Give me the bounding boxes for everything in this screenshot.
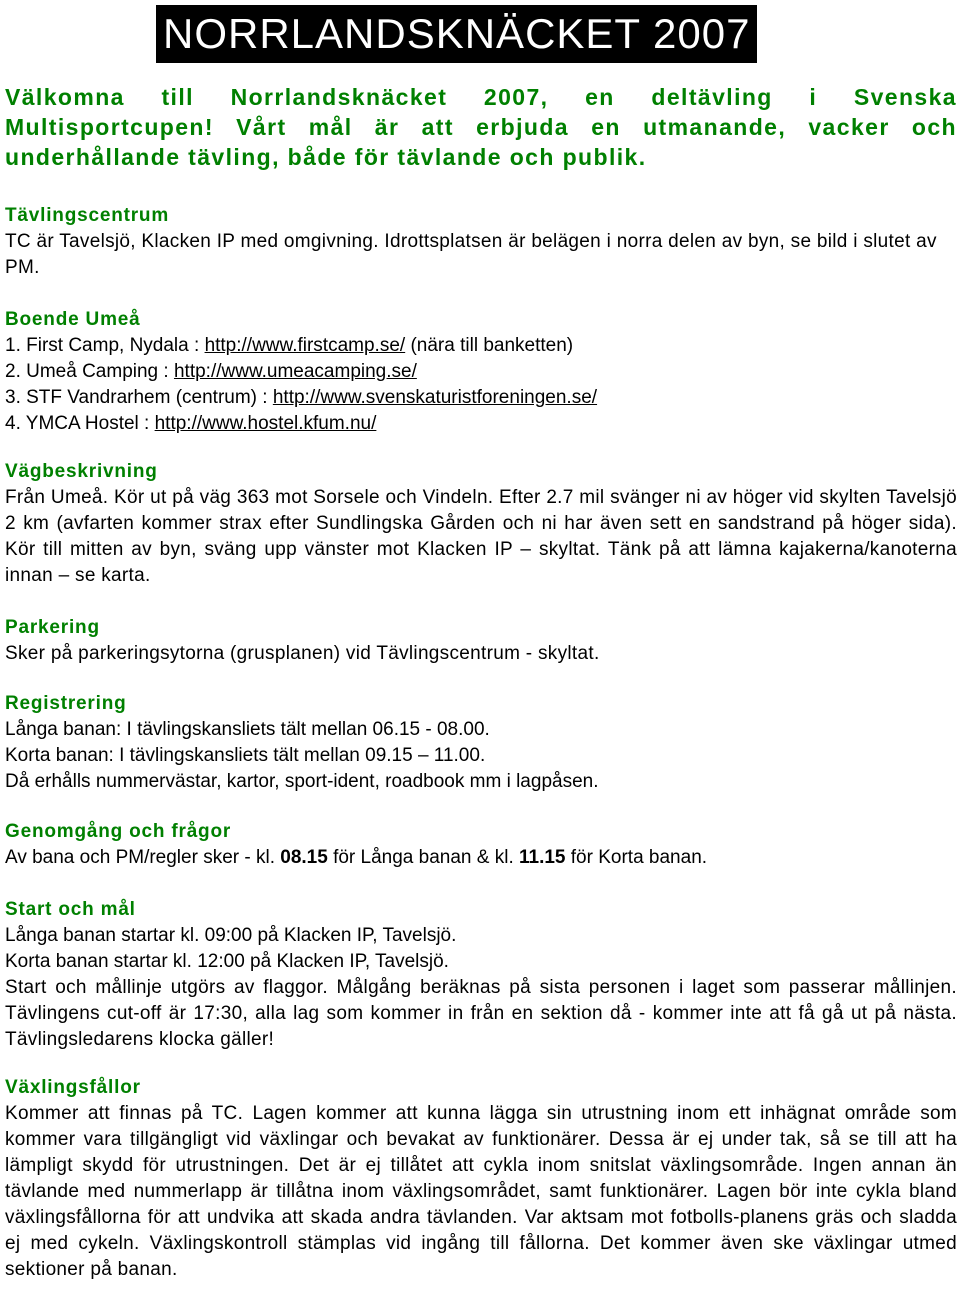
section-heading: Vägbeskrivning xyxy=(5,461,158,482)
intro-paragraph: Välkomna till Norrlandsknäcket 2007, en deltävling i Svenska Multisportcupen! Vårt mål är att erbjuda en utmanande, vacker och underhållande tävling, både för tävlande och publik. xyxy=(5,84,957,170)
list-item: 1. First Camp, Nydala : http://www.firstcamp.se/ (nära till banketten) xyxy=(5,335,574,356)
time-short-course: 11.15 xyxy=(519,847,566,868)
link-hostel-kfum[interactable]: http://www.hostel.kfum.nu/ xyxy=(154,413,377,434)
section-registrering xyxy=(5,691,957,795)
section-heading: Parkering xyxy=(5,617,100,638)
section-boende xyxy=(5,307,957,437)
list-item: 2. Umeå Camping : http://www.umeacamping.se/ xyxy=(5,361,417,382)
link-svenskaturistforeningen[interactable]: http://www.svenskaturistforeningen.se/ xyxy=(272,387,598,408)
text-line: Då erhålls nummervästar, kartor, sport-ident, roadbook mm i lagpåsen. xyxy=(5,771,599,792)
section-parkering xyxy=(5,615,957,667)
section-text: Från Umeå. Kör ut på väg 363 mot Sorsele och Vindeln. Efter 2.7 mil svänger ni av höger vid skylten Tavelsjö 2 km (avfarten kommer strax efter Sundlingska Gården och ni har även sett en sandstrand på höger sida). Kör till mitten av byn, sväng upp vänster mot Klacken IP – skyltat. Tänk på att lämna kajakerna/kanoterna innan – se karta. xyxy=(5,487,957,586)
section-vagbeskrivning xyxy=(5,459,957,589)
document-title: NORRLANDSKNÄCKET 2007 xyxy=(156,5,757,63)
section-genomgang xyxy=(5,819,957,871)
text-line: Långa banan startar kl. 09:00 på Klacken IP, Tavelsjö. xyxy=(5,925,457,946)
section-vaxlingsfallor xyxy=(5,1075,957,1283)
section-heading: Tävlingscentrum xyxy=(5,205,170,226)
link-umeacamping[interactable]: http://www.umeacamping.se/ xyxy=(173,361,417,382)
section-heading: Registrering xyxy=(5,693,127,714)
section-start-mal xyxy=(5,897,957,1053)
section-text: Av bana och PM/regler sker - kl. 08.15 för Långa banan & kl. 11.15 för Korta banan. xyxy=(5,847,708,868)
list-item: 4. YMCA Hostel : http://www.hostel.kfum.nu/ xyxy=(5,413,377,434)
link-firstcamp[interactable]: http://www.firstcamp.se/ xyxy=(204,335,406,356)
section-text: Sker på parkeringsytorna (grusplanen) vid Tävlingscentrum - skyltat. xyxy=(5,643,600,664)
section-text: Start och mållinje utgörs av flaggor. Målgång beräknas på sista personen i laget som passerar mållinjen. Tävlingens cut-off är 17:30, alla lag som kommer in från en sektion då - kommer inte att få gå ut på nästa. Tävlingsledarens klocka gäller! xyxy=(5,977,957,1050)
section-text: Kommer att finnas på TC. Lagen kommer att kunna lägga sin utrustning inom ett inhägnat område som kommer vara tillgängligt vid växlingar och bevakat av funktionärer. Dessa är ej under tak, så se till att ha lämpligt skydd för utrustningen. Det är ej tillåtet att cykla inom snitslat växlingsområde. Ingen annan än tävlande med nummerlapp är tillåtna inom växlingsområdet, samt funktionärer. Lagen bör inte cykla bland växlingsfållorna för att undvika att skada andra tävlanden. Var aktsam mot fotbolls-planens gräs och sladda ej med cykeln. Växlingskontroll stämplas vid ingång till fållorna. Det kommer även ske växlingar utmed sektioner på banan. xyxy=(5,1103,957,1280)
section-tavlingscentrum xyxy=(5,203,957,281)
section-heading: Genomgång och frågor xyxy=(5,821,232,842)
text-line: Korta banan startar kl. 12:00 på Klacken IP, Tavelsjö. xyxy=(5,951,449,972)
list-item: 3. STF Vandrarhem (centrum) : http://www.svenskaturistforeningen.se/ xyxy=(5,387,598,408)
section-text: TC är Tavelsjö, Klacken IP med omgivning. Idrottsplatsen är belägen i norra delen av byn, se bild i slutet av PM. xyxy=(5,231,937,278)
section-heading: Boende Umeå xyxy=(5,309,141,330)
section-heading: Växlingsfållor xyxy=(5,1077,141,1098)
section-heading: Start och mål xyxy=(5,899,136,920)
time-long-course: 08.15 xyxy=(280,847,328,868)
text-line: Korta banan: I tävlingskansliets tält mellan 09.15 – 11.00. xyxy=(5,745,486,766)
text-line: Långa banan: I tävlingskansliets tält mellan 06.15 - 08.00. xyxy=(5,719,490,740)
